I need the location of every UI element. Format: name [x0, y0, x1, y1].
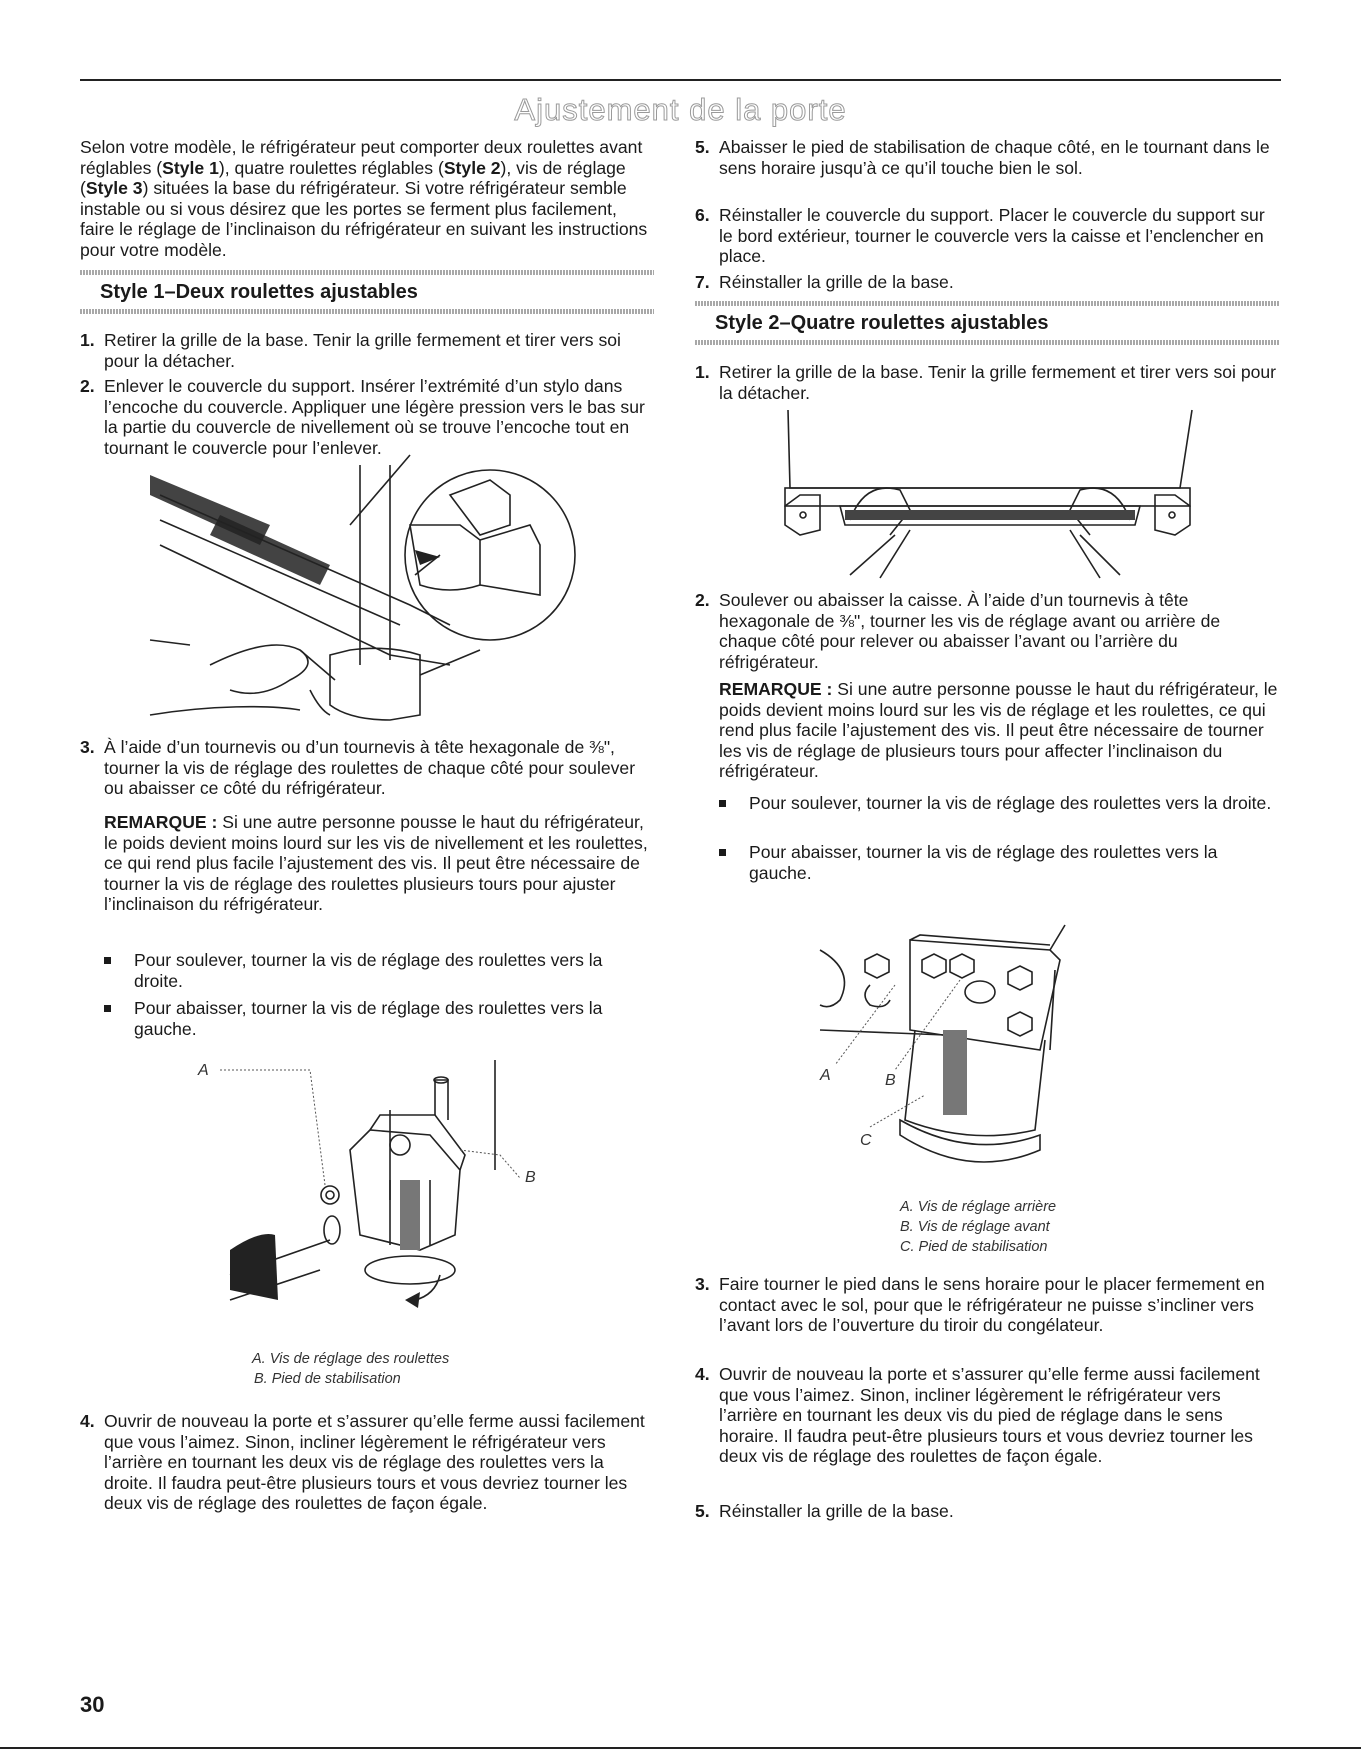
fig4-label-c: C: [860, 1132, 872, 1149]
right-step-3: 3. Faire tourner le pied dans le sens horaire pour le placer fermement en contact avec le sol, pour que le réfrigérateur ne puisse s’incliner vers l’avant lors de l’ouverture du tiroir du congélateur.: [695, 1274, 1265, 1335]
divider: [695, 340, 1280, 345]
right-step-2: 2. Soulever ou abaisser la caisse. À l’aide d’un tournevis à tête hexagonale de ⅜", tourner les vis de réglage avant ou arrière de chaque côté pour relever ou abaisser l’avant ou l’arrière du réfrigérateur.: [695, 590, 1221, 672]
bullet-icon: [104, 957, 111, 964]
fig4-label-a: A: [820, 1067, 831, 1084]
fig2-label-a: A: [198, 1062, 209, 1079]
fig4-label-b: B: [885, 1072, 896, 1089]
divider: [695, 301, 1280, 306]
figure-roller-screw: [198, 1060, 550, 1330]
right-bullet-raise: Pour soulever, tourner la vis de réglage des roulettes vers la droite.: [719, 793, 1280, 814]
left-step-4: 4. Ouvrir de nouveau la porte et s’assurer qu’elle ferme aussi facilement que vous l’aimez. Sinon, incliner légèrement le réfrigérateur vers l’arrière en tournant les deux vis de réglage des roulettes vers la droite. Il faudra peut-être plusieurs tours et vous devriez tourner les deux vis de réglage des roulettes de façon égale.: [80, 1411, 645, 1513]
page-number: 30: [80, 1692, 105, 1717]
fig2-caption-a: A. Vis de réglage des roulettes: [252, 1351, 450, 1367]
left-step-2: 2. Enlever le couvercle du support. Insérer l’extrémité d’un stylo dans l’encoche du couvercle. Appliquer une légère pression vers le bas sur la partie du couvercle de nivellement où se trouve l’encoche tout en tournant le couvercle pour l’enlever.: [80, 376, 645, 458]
intro-paragraph: Selon votre modèle, le réfrigérateur peut comporter deux roulettes avant réglables (Style 1), quatre roulettes réglables (Style 2), vis de réglage (Style 3) situées la base du réfrigérateur. Si votre réfrigérateur semble instable ou si vous désirez que les portes se ferment plus facilement, faire le réglage de l’inclinaison du réfrigérateur en suivant les instructions pour votre modèle.: [80, 137, 648, 260]
left-step-1: 1. Retirer la grille de la base. Tenir la grille fermement et tirer vers soi pour la détacher.: [80, 330, 621, 371]
divider: [80, 270, 654, 275]
top-rule: [80, 79, 1281, 81]
figure-cover-removal: [150, 465, 590, 725]
bullet-icon: [719, 849, 726, 856]
bullet-icon: [719, 800, 726, 807]
figure-leveling-screws: [800, 930, 1180, 1190]
fig4-caption-b: B. Vis de réglage avant: [900, 1219, 1050, 1235]
bullet-icon: [104, 1005, 111, 1012]
right-note: REMARQUE : Si une autre personne pousse le haut du réfrigérateur, le poids devient moins lourd sur les vis de réglage et les roulettes, ce qui rend plus facile l’ajustement des vis. Il peut être nécessaire de tourner les vis de réglage de plusieurs tours pour affecter l’inclinaison du réfrigérateur.: [719, 679, 1278, 781]
figure-grille-removal: [780, 410, 1200, 580]
style2-heading: Style 2–Quatre roulettes ajustables: [715, 312, 1049, 334]
right-step-5: 5. Abaisser le pied de stabilisation de chaque côté, en le tournant dans le sens horaire jusqu’à ce qu’il touche bien le sol.: [695, 137, 1270, 178]
style1-header: [80, 270, 654, 314]
right-step-6: 6. Réinstaller le couvercle du support. Placer le couvercle du support sur le bord extérieur, tourner le couvercle vers la caisse et l’enclencher en place.: [695, 205, 1265, 266]
divider: [80, 309, 654, 314]
page-title: Ajustement de la porte: [514, 92, 847, 127]
right-step-1: 1. Retirer la grille de la base. Tenir la grille fermement et tirer vers soi pour la détacher.: [695, 362, 1277, 403]
fig4-caption-a: A. Vis de réglage arrière: [900, 1199, 1057, 1215]
right-step-5b: 5. Réinstaller la grille de la base.: [695, 1501, 954, 1521]
style2-header: [695, 301, 1280, 345]
fig2-caption-b: B. Pied de stabilisation: [254, 1371, 401, 1387]
right-bullet-lower: Pour abaisser, tourner la vis de réglage des roulettes vers la gauche.: [719, 842, 1280, 883]
style1-heading: Style 1–Deux roulettes ajustables: [100, 281, 418, 303]
left-bullet-raise: Pour soulever, tourner la vis de réglage des roulettes vers la droite.: [104, 950, 654, 991]
right-step-4: 4. Ouvrir de nouveau la porte et s’assurer qu’elle ferme aussi facilement que vous l’aimez. Sinon, incliner légèrement le réfrigérateur vers l’arrière en tournant les deux vis du pied de réglage dans le sens horaire. Il faudra peut-être plusieurs tours et vous devriez tourner les deux vis de réglage des roulettes de façon égale.: [695, 1364, 1260, 1466]
right-step-7: 7. Réinstaller la grille de la base.: [695, 272, 954, 292]
left-bullet-lower: Pour abaisser, tourner la vis de réglage des roulettes vers la gauche.: [104, 998, 654, 1039]
fig2-label-b: B: [525, 1169, 536, 1186]
fig4-caption-c: C. Pied de stabilisation: [900, 1239, 1048, 1255]
left-note: REMARQUE : Si une autre personne pousse le haut du réfrigérateur, le poids devient moins lourd sur les vis de nivellement et les roulettes, ce qui rend plus facile l’ajustement des vis. Il peut être nécessaire de tourner la vis de réglage des roulettes plusieurs tours pour ajuster l’inclinaison du réfrigérateur.: [104, 812, 648, 914]
left-step-3: 3. À l’aide d’un tournevis ou d’un tournevis à tête hexagonale de ⅜", tourner la vis de réglage des roulettes de chaque côté pour soulever ou abaisser ce côté du réfrigérateur.: [80, 737, 636, 798]
bottom-rule: [0, 1747, 1361, 1749]
